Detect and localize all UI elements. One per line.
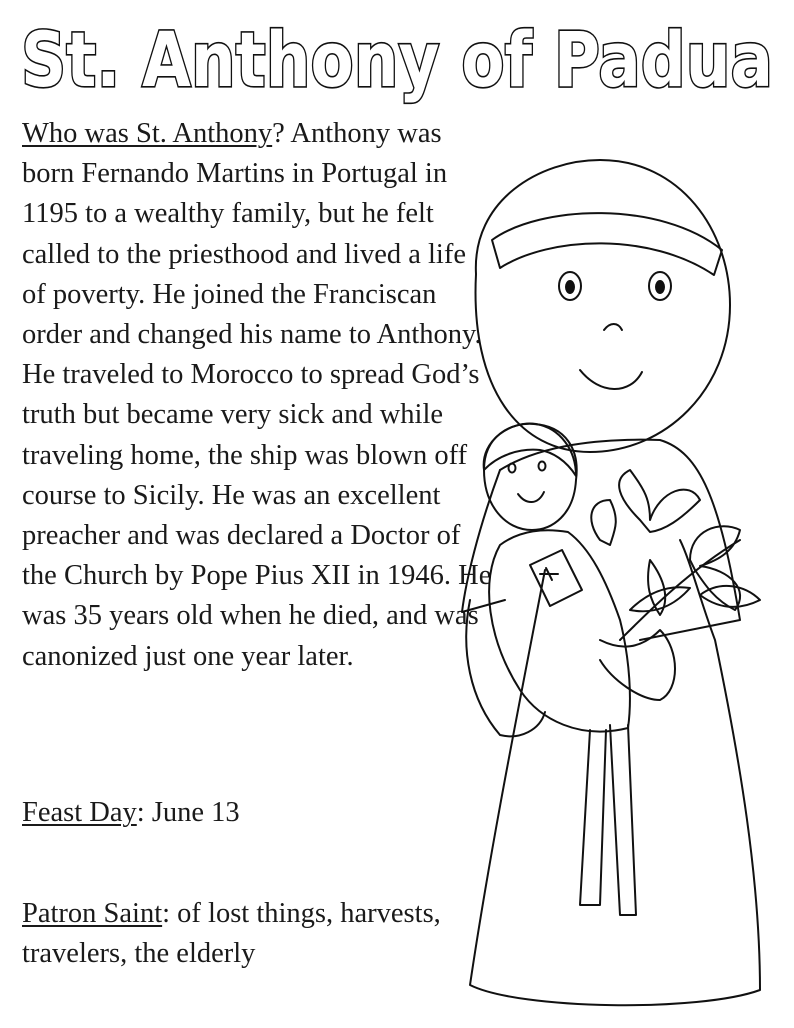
- robe-outline: [470, 540, 760, 1005]
- bio-heading: Who was St. Anthony: [22, 118, 273, 149]
- lily-leaf-1: [630, 587, 690, 611]
- patron-saint-label: Patron Saint: [22, 898, 163, 929]
- child-smile: [518, 492, 544, 502]
- bio-paragraph: [22, 114, 492, 677]
- lily-flower-1: [619, 470, 700, 532]
- feast-day-separator: :: [136, 797, 145, 828]
- smile: [580, 370, 642, 389]
- book: [530, 550, 582, 606]
- feast-day-label: Feast Day: [22, 797, 137, 828]
- patron-saint-separator: :: [162, 898, 171, 929]
- cowl-left: [462, 470, 505, 612]
- saint-illustration: [440, 150, 794, 1028]
- title-text: St. Anthony of Padua: [21, 15, 773, 104]
- patron-saint-value: of lost things, harvests, travelers, the elderly: [22, 898, 441, 970]
- lily-leaf-3: [700, 586, 760, 607]
- bio-heading-suffix: ?: [272, 118, 285, 149]
- feast-day-value: June 13: [144, 797, 240, 828]
- patron-saint: [22, 894, 492, 974]
- cap-band: [492, 213, 722, 275]
- feast-day: [22, 793, 492, 833]
- child-hair: [484, 423, 576, 476]
- nose: [604, 324, 622, 330]
- bio-body: Anthony was born Fernando Martins in Portugal in 1195 to a wealthy family, but he felt called to the priesthood and lived a life of poverty. He joined the Franciscan order and changed his name to Anthony. He traveled to Morocco to spread God’s truth but became very sick and while traveling home, the ship was blown off course to Sicily. He was an excellent preacher and was declared a Doctor of the Church by Pope Pius XII in 1946. He was 35 years old when he died, and was canonized just one year later.: [22, 118, 492, 672]
- head-outline: [476, 160, 730, 452]
- page-title: [0, 8, 794, 108]
- lily-flower-3: [591, 500, 615, 545]
- child-body: [489, 530, 630, 731]
- saint-anthony-drawing: [440, 150, 794, 1028]
- lily-stem-right: [610, 725, 636, 915]
- title-outline-text: [0, 8, 794, 108]
- lily-stem-left: [580, 730, 606, 905]
- holding-arm: [600, 630, 675, 700]
- left-arm: [466, 600, 545, 736]
